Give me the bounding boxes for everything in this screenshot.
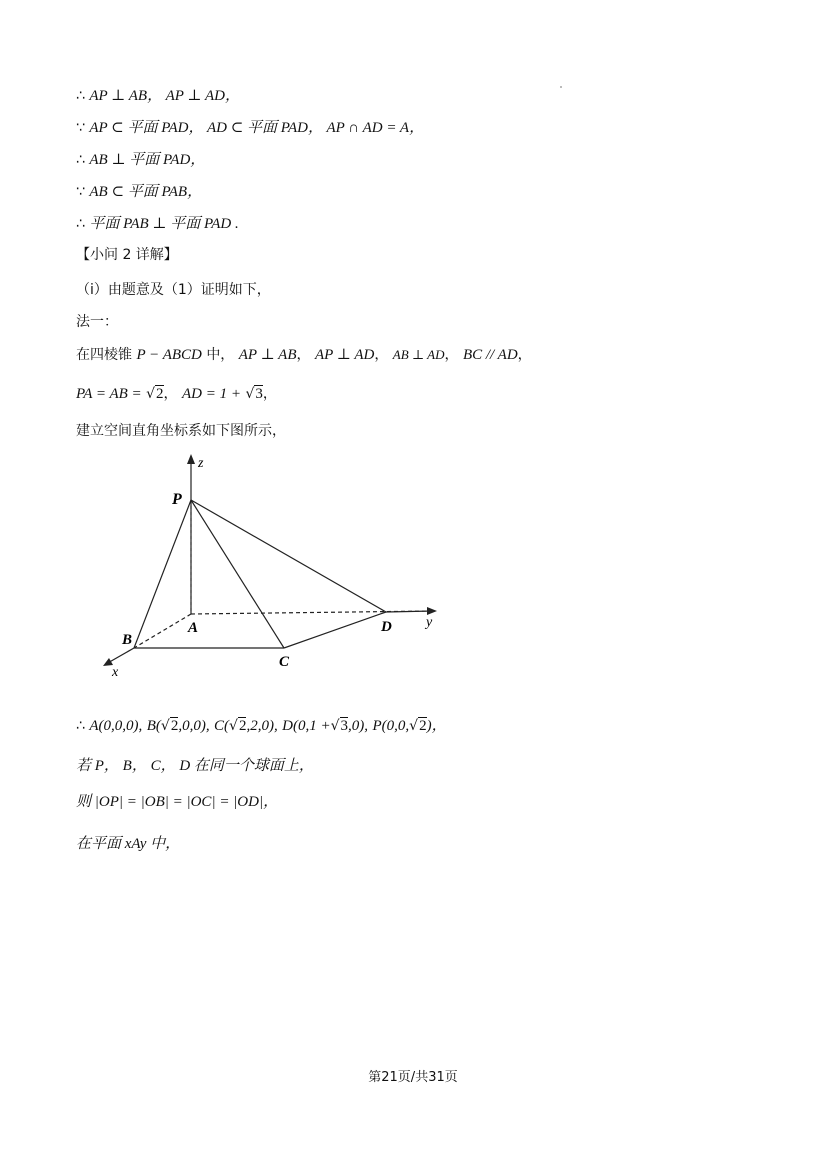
label-y: y: [426, 615, 433, 630]
coordinates-line: ∴ A(0,0,0), B(√2,0,0), C(√2,2,0), D(0,1 +√3,0), P(0,0,√2)，: [76, 718, 447, 734]
plane-xAy-line: 在平面 xAy 中，: [76, 836, 181, 852]
condition-line-1: 在四棱锥 P − ABCD 中， AP ⊥ AB， AP ⊥ AD， AB ⊥ AD， BC // AD，: [76, 347, 532, 363]
equal-distance-line: 则 |OP| = |OB| = |OC| = |OD|，: [76, 794, 279, 810]
proof-line-4: ∵ AB ⊂ 平面 PAB，: [76, 184, 203, 200]
page-footer: 第21页/共31页: [368, 1070, 458, 1085]
step-i-text: （i）由题意及（1）证明如下，: [76, 282, 271, 298]
label-B: B: [122, 632, 133, 648]
pyramid-figure: [96, 452, 456, 684]
label-x: x: [112, 665, 119, 680]
x-axis-hidden: [134, 614, 191, 648]
scan-speck: [560, 86, 562, 88]
y-axis: [386, 611, 433, 612]
z-axis-arrow: [187, 454, 195, 464]
condition-line-2: PA = AB = √2， AD = 1 + √3，: [76, 386, 277, 402]
label-z: z: [198, 456, 204, 471]
label-A: A: [188, 620, 199, 636]
label-C: C: [279, 654, 290, 670]
proof-line-1: ∴ AP ⊥ AB， AP ⊥ AD，: [76, 88, 240, 104]
same-sphere-line: 若 P， B， C， D 在同一个球面上，: [76, 758, 314, 774]
edge-PC: [191, 500, 284, 648]
coordinate-system-intro: 建立空间直角坐标系如下图所示，: [76, 423, 286, 439]
proof-line-5: ∴ 平面 PAB ⊥ 平面 PAD .: [76, 216, 239, 232]
edge-CD: [284, 612, 386, 648]
proof-line-2: ∵ AP ⊂ 平面 PAD， AD ⊂ 平面 PAD， AP ∩ AD = A，: [76, 120, 425, 136]
y-axis-arrow: [427, 607, 437, 615]
edge-PD: [191, 500, 386, 612]
proof-line-3: ∴ AB ⊥ 平面 PAD，: [76, 152, 206, 168]
label-D: D: [381, 619, 392, 635]
method-label: 法一：: [76, 314, 118, 330]
edge-PB: [134, 500, 191, 648]
section-heading: 【小问 2 详解】: [76, 247, 178, 263]
label-P: P: [172, 491, 182, 508]
